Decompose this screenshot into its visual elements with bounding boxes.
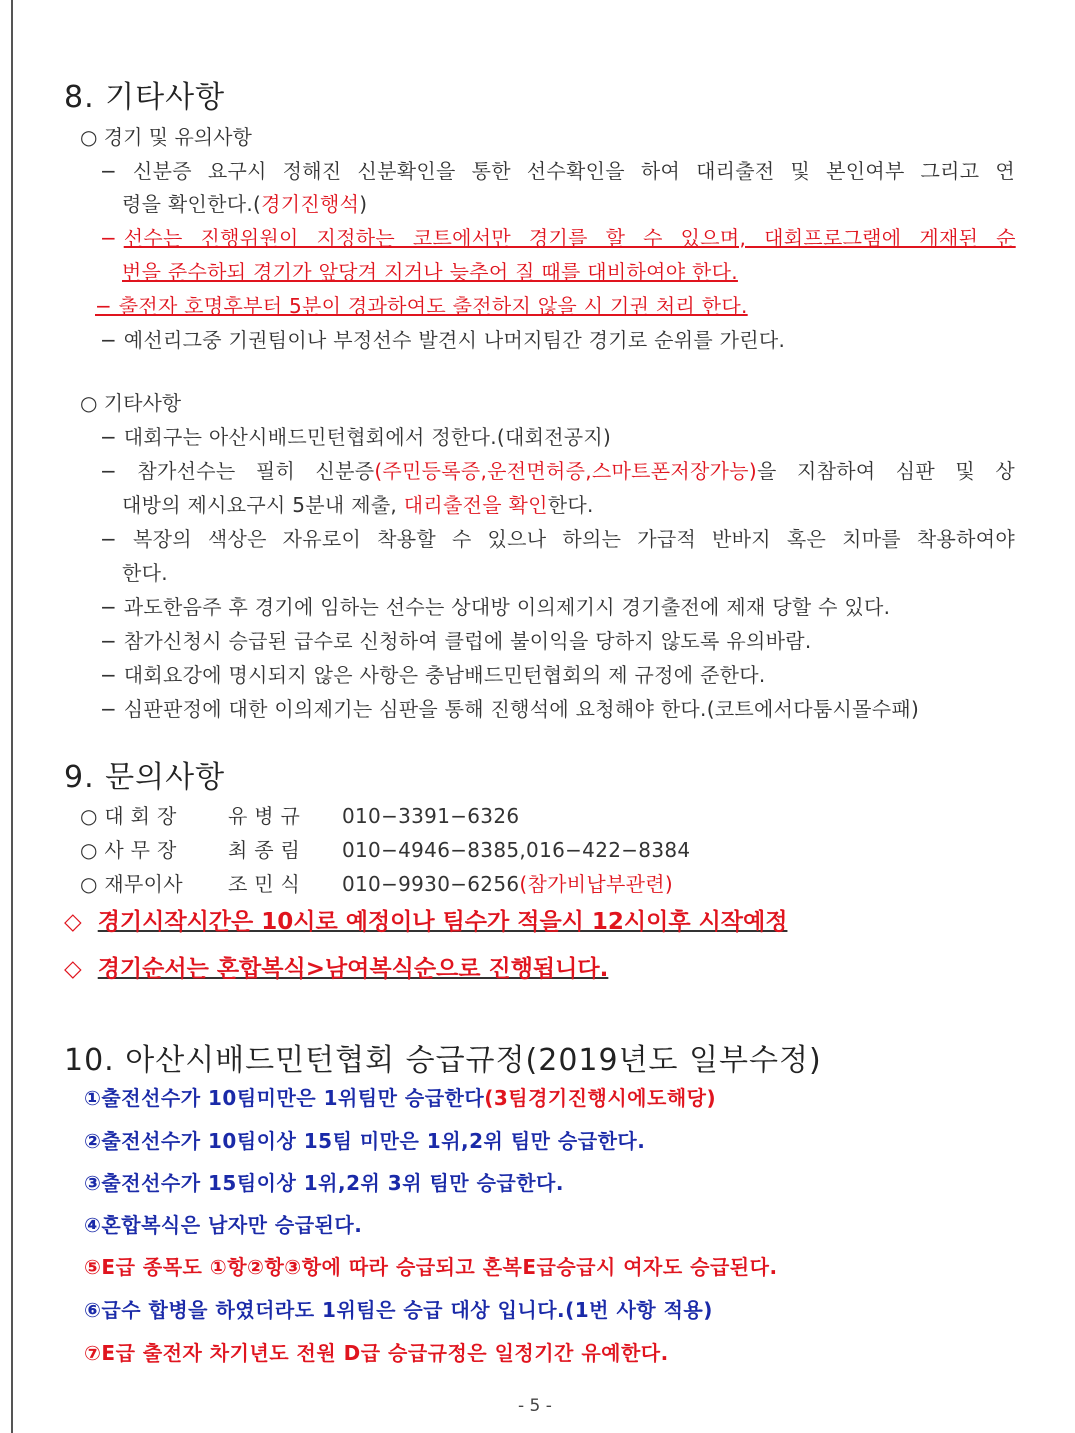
misc-registration: − 참가신청시 승급된 급수로 신청하여 클럽에 불이익을 당하지 않도록 유의바람.	[100, 629, 812, 653]
contact-row: ○ 대 회 장 유 병 규 010−3391−6326	[80, 804, 520, 828]
subheading-misc: ○ 기타사항	[80, 391, 182, 415]
section-8-title: 8. 기타사항	[64, 80, 226, 115]
rule-1: ①출전선수가 10팀미만은 1위팀만 승급한다(3팀경기진행시에도해당)	[84, 1086, 717, 1110]
rule-6: ⑥급수 합병을 하였더라도 1위팀은 승급 대상 입니다.(1번 사항 적용)	[84, 1298, 713, 1322]
rule-2: ②출전선수가 10팀이상 15팀 미만은 1위,2위 팀만 승급한다.	[84, 1129, 646, 1153]
misc-attire-line2: 한다.	[122, 561, 168, 585]
note-id-check-line1: − 신분증 요구시 정해진 신분확인을 통한 선수확인을 하여 대리출전 및 본인여부 그리고 연	[100, 159, 1015, 183]
note-id-check-red: 경기진행석	[261, 192, 360, 216]
section-9-title: 9. 문의사항	[64, 760, 226, 795]
subheading-game-notes: ○ 경기 및 유의사항	[80, 125, 252, 149]
rule-4: ④혼합복식은 남자만 승급된다.	[84, 1213, 363, 1237]
page-number: - 5 -	[518, 1396, 552, 1416]
misc-id-line1: − 참가선수는 필히 신분증(주민등록증,운전면허증,스마트폰저장가능)을 지참하여 심판 및 상	[100, 459, 1015, 483]
diamond-icon: ◇	[64, 956, 82, 982]
misc-rules: − 대회요강에 명시되지 않은 사항은 충남배드민턴협회의 제 규정에 준한다.	[100, 663, 766, 687]
notice-start-time: ◇ 경기시작시간은 10시로 예정이나 팀수가 적을시 12시이후 시작예정	[64, 909, 788, 935]
rule-5: ⑤E급 종목도 ①항②항③항에 따라 승급되고 혼복E급승급시 여자도 승급된다.	[84, 1255, 778, 1279]
rule-7: ⑦E급 출전자 차기년도 전원 D급 승급규정은 일정기간 유예한다.	[84, 1341, 669, 1365]
note-id-check-line2: 령을 확인한다.(경기진행석)	[122, 192, 368, 216]
note-court-line1: − 선수는 진행위원이 지정하는 코트에서만 경기를 할 수 있으며, 대회프로그램에 게재된 순	[100, 226, 1016, 250]
note-league-forfeit: − 예선리그중 기권팀이나 부정선수 발견시 나머지팀간 경기로 순위를 가린다.	[100, 328, 786, 352]
notice-game-order: ◇ 경기순서는 혼합복식>남여복식순으로 진행됩니다.	[64, 956, 609, 982]
misc-shuttle: − 대회구는 아산시배드민턴협회에서 정한다.(대회전공지)	[100, 425, 612, 449]
diamond-icon: ◇	[64, 909, 82, 935]
misc-appeal: − 심판판정에 대한 이의제기는 심판을 통해 진행석에 요청해야 한다.(코트에서다툼시몰수패)	[100, 697, 920, 721]
page-left-border	[11, 0, 13, 1433]
misc-alcohol: − 과도한음주 후 경기에 임하는 선수는 상대방 이의제기시 경기출전에 제재 당할 수 있다.	[100, 595, 891, 619]
note-court-line2: 번을 준수하되 경기가 앞당겨 지거나 늦추어 질 때를 대비하여야 한다.	[122, 260, 738, 284]
misc-id-line2: 대방의 제시요구시 5분내 제출, 대리출전을 확인한다.	[122, 493, 594, 517]
rule-3: ③출전선수가 15팀이상 1위,2위 3위 팀만 승급한다.	[84, 1171, 564, 1195]
contact-row: ○ 사 무 장 최 종 림 010−4946−8385,016−422−8384	[80, 838, 691, 862]
section-10-title: 10. 아산시배드민턴협회 승급규정(2019년도 일부수정)	[64, 1043, 822, 1078]
misc-attire-line1: − 복장의 색상은 자유로이 착용할 수 있으나 하의는 가급적 반바지 혹은 치마를 착용하여야	[100, 527, 1015, 551]
note-forfeit: − 출전자 호명후부터 5분이 경과하여도 출전하지 않을 시 기권 처리 한다.	[95, 294, 748, 318]
contact-row: ○ 재무이사 조 민 식 010−9930−6256(참가비납부관련)	[80, 872, 673, 896]
